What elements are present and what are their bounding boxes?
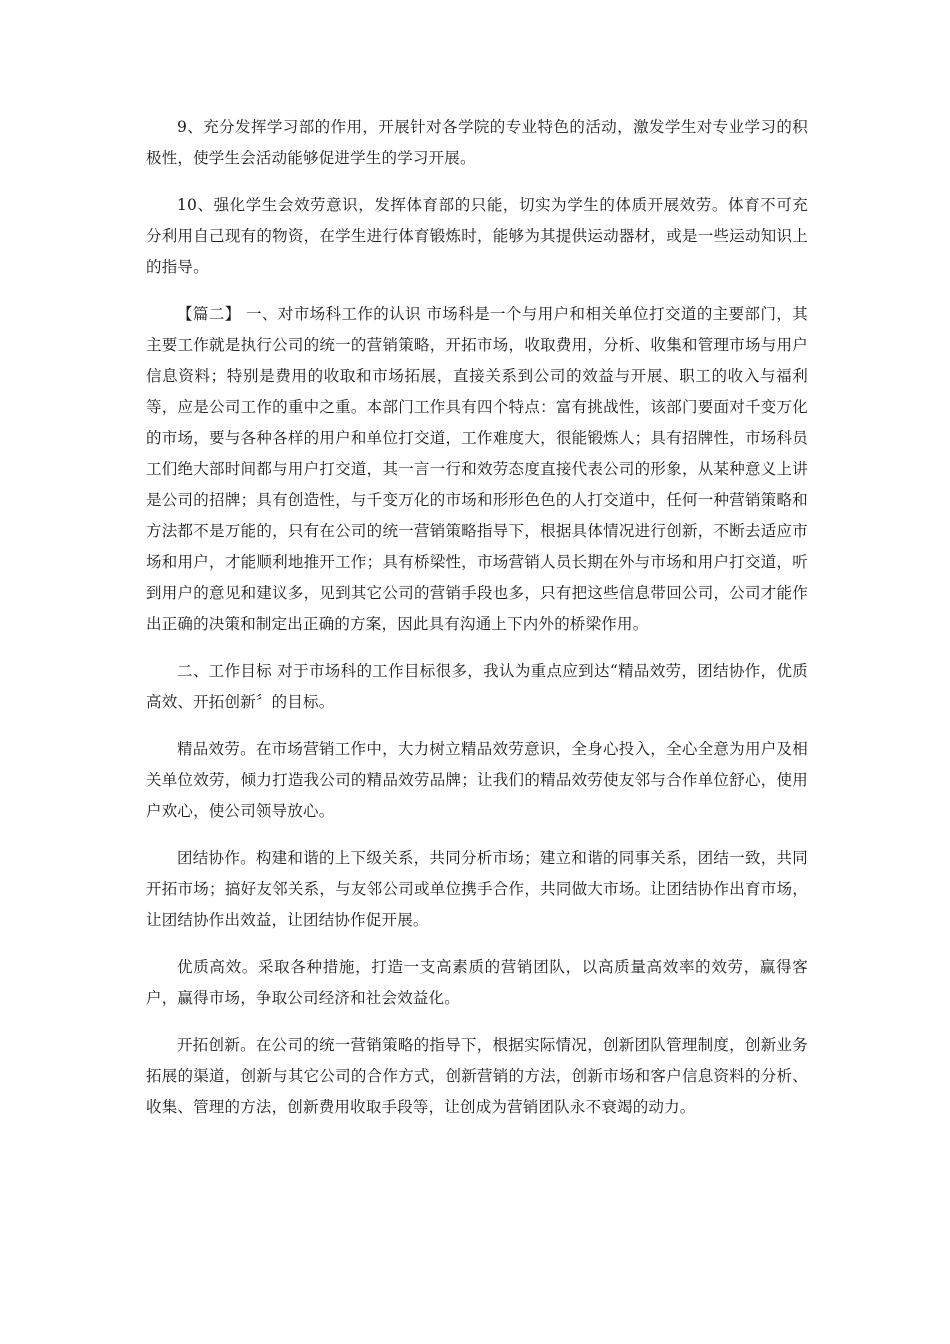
paragraph-teamwork: 团结协作。构建和谐的上下级关系，共同分析市场；建立和谐的同事关系，团结一致，共同开拓市场；搞好友邻关系，与友邻公司或单位携手合作，共同做大市场。让团结协作出育市场，让团结协作出效益，让团结协作促开展。 — [146, 849, 808, 929]
paragraph-service-awareness: 10、强化学生会效劳意识，发挥体育部的只能，切实为学生的体质开展效劳。体育不可充分利用自己现有的物资，在学生进行体育锻炼时，能够为其提供运动器材，或是一些运动知识上的指导。 — [146, 196, 808, 276]
paragraph-study-department: 9、充分发挥学习部的作用，开展针对各学院的专业特色的活动，激发学生对专业学习的积极性，使学生会活动能够促进学生的学习开展。 — [146, 118, 808, 167]
paragraph-high-efficiency: 优质高效。采取各种措施，打造一支高素质的营销团队，以高质量高效率的效劳，赢得客户，赢得市场，争取公司经济和社会效益化。 — [146, 958, 808, 1007]
paragraph-market-section-understanding: 【篇二】 一、对市场科工作的认识 市场科是一个与用户和相关单位打交道的主要部门，其主要工作就是执行公司的统一的营销策略，开拓市场，收取费用，分析、收集和管理市场与用户信息资料；特别是费用的收取和市场拓展，直接关系到公司的效益与开展、职工的收入与福利等，应是公司工作的重中之重。本部门工作具有四个特点：富有挑战性，该部门要面对千变万化的市场，要与各种各样的用户和单位打交道，工作难度大，很能锻炼人；具有招牌性，市场科员工们绝大部时间都与用户打交道，其一言一行和效劳态度直接代表公司的形象，从某种意义上讲是公司的招牌；具有创造性，与千变万化的市场和形形色色的人打交道中，任何一种营销策略和方法都不是万能的，只有在公司的统一营销策略指导下，根据具体情况进行创新，不断去适应市场和用户，才能顺利地推开工作；具有桥梁性，市场营销人员长期在外与市场和用户打交道，听到用户的意见和建议多，见到其它公司的营销手段也多，只有把这些信息带回公司，公司才能作出正确的决策和制定出正确的方案，因此具有沟通上下内外的桥梁作用。 — [146, 305, 808, 633]
paragraph-quality-service: 精品效劳。在市场营销工作中，大力树立精品效劳意识，全身心投入，全心全意为用户及相关单位效劳，倾力打造我公司的精品效劳品牌；让我们的精品效劳使友邻与合作单位舒心，使用户欢心，使公司领导放心。 — [146, 740, 808, 820]
document-page — [146, 112, 808, 1139]
paragraph-work-goals: 二、工作目标 对于市场科的工作目标很多，我认为重点应到达“精品效劳，团结协作，优质高效、开拓创新〞的目标。 — [146, 662, 808, 711]
paragraph-innovation: 开拓创新。在公司的统一营销策略的指导下，根据实际情况，创新团队管理制度，创新业务拓展的渠道，创新与其它公司的合作方式，创新营销的方法，创新市场和客户信息资料的分析、收集、管理的方法，创新费用收取手段等，让创成为营销团队永不衰竭的动力。 — [146, 1036, 808, 1116]
